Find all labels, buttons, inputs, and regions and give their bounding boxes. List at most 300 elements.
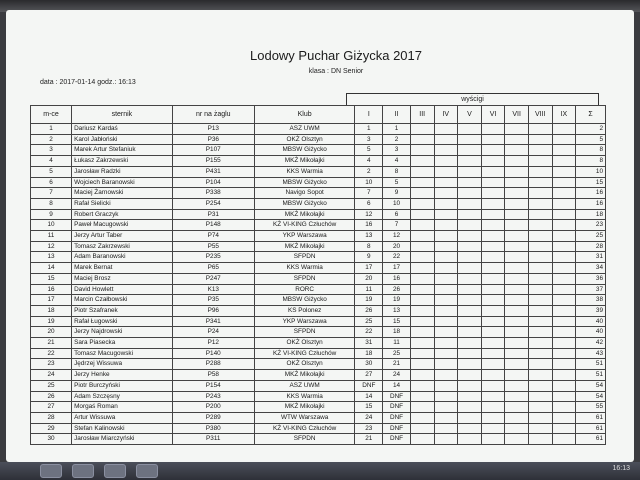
race-1-cell: 24 [355,412,383,423]
empty-race-cell [528,241,552,252]
race-1-cell: 17 [355,263,383,274]
race-1-cell: 14 [355,391,383,402]
place-cell: 10 [31,220,72,231]
empty-race-cell [505,370,529,381]
empty-race-cell [410,231,434,242]
place-cell: 19 [31,316,72,327]
race-2-cell: DNF [383,434,411,445]
place-cell: 30 [31,434,72,445]
race-2-cell: 24 [383,370,411,381]
empty-race-cell [552,166,576,177]
race-2-cell: DNF [383,391,411,402]
sail-number-cell: P311 [172,434,254,445]
empty-race-cell [410,434,434,445]
table-row [31,327,606,338]
empty-race-cell [434,327,458,338]
place-cell: 22 [31,348,72,359]
total-points-cell: 23 [576,220,606,231]
race-2-cell: 7 [383,220,411,231]
empty-race-cell [458,391,482,402]
sail-number-cell: P243 [172,391,254,402]
sail-number-cell: P65 [172,263,254,274]
empty-race-cell [552,316,576,327]
empty-race-cell [410,348,434,359]
sailor-name-cell: Łukasz Zakrzewski [72,156,173,167]
empty-race-cell [434,295,458,306]
empty-race-cell [528,316,552,327]
empty-race-cell [552,412,576,423]
race-2-cell: DNF [383,402,411,413]
start-button-icon[interactable] [40,464,62,478]
empty-race-cell [552,263,576,274]
empty-race-cell [552,348,576,359]
empty-race-cell [481,198,505,209]
sailor-name-cell: Marek Bernat [72,263,173,274]
total-points-cell: 16 [576,198,606,209]
sailor-name-cell: Jerzy Henke [72,370,173,381]
empty-race-cell [481,220,505,231]
club-cell: KS Polonez [254,305,355,316]
club-cell: YKP Warszawa [254,316,355,327]
total-points-cell: 43 [576,348,606,359]
total-points-cell: 54 [576,391,606,402]
table-header-row [31,106,606,124]
table-row [31,359,606,370]
column-header: m-ce [31,106,72,124]
place-cell: 7 [31,188,72,199]
race-1-cell: 23 [355,423,383,434]
empty-race-cell [481,402,505,413]
empty-race-cell [528,124,552,135]
place-cell: 11 [31,231,72,242]
empty-race-cell [410,209,434,220]
race-1-cell: 31 [355,338,383,349]
empty-race-cell [410,305,434,316]
column-header: Klub [254,106,355,124]
place-cell: 27 [31,402,72,413]
empty-race-cell [552,273,576,284]
empty-race-cell [410,391,434,402]
empty-race-cell [481,177,505,188]
empty-race-cell [528,134,552,145]
empty-race-cell [552,252,576,263]
empty-race-cell [458,209,482,220]
sailor-name-cell: Dariusz Kardaś [72,124,173,135]
table-row [31,124,606,135]
sailor-name-cell: Jarosław Miarczyński [72,434,173,445]
empty-race-cell [410,188,434,199]
sailor-name-cell: Jerzy Najdrowski [72,327,173,338]
place-cell: 18 [31,305,72,316]
column-header: V [458,106,482,124]
table-row [31,263,606,274]
club-cell: MKŻ Mikołajki [254,209,355,220]
empty-race-cell [528,295,552,306]
empty-race-cell [552,305,576,316]
race-1-cell: 26 [355,305,383,316]
table-row [31,241,606,252]
empty-race-cell [528,412,552,423]
sailor-name-cell: Robert Graczyk [72,209,173,220]
empty-race-cell [528,284,552,295]
club-cell: KŻ VI-KING Człuchów [254,348,355,359]
total-points-cell: 61 [576,434,606,445]
sail-number-cell: P58 [172,370,254,381]
sailor-name-cell: Morgaś Roman [72,402,173,413]
empty-race-cell [410,145,434,156]
empty-race-cell [410,359,434,370]
sail-number-cell: P288 [172,359,254,370]
total-points-cell: 16 [576,188,606,199]
club-cell: KKS Warmia [254,391,355,402]
empty-race-cell [552,434,576,445]
empty-race-cell [552,134,576,145]
empty-race-cell [528,327,552,338]
table-row [31,434,606,445]
empty-race-cell [434,252,458,263]
empty-race-cell [528,177,552,188]
empty-race-cell [552,327,576,338]
column-header: IX [552,106,576,124]
empty-race-cell [410,295,434,306]
results-table-wrap [30,93,606,445]
empty-race-cell [434,423,458,434]
empty-race-cell [458,156,482,167]
sailor-name-cell: Paweł Macugowski [72,220,173,231]
sailor-name-cell: Jędrzej Wissuwa [72,359,173,370]
table-row [31,188,606,199]
table-row [31,338,606,349]
club-cell: OKŻ Olsztyn [254,134,355,145]
empty-race-cell [505,220,529,231]
empty-race-cell [434,305,458,316]
sail-number-cell: P254 [172,198,254,209]
empty-race-cell [458,305,482,316]
table-row [31,402,606,413]
sailor-name-cell: Jarosław Radzki [72,166,173,177]
empty-race-cell [505,391,529,402]
race-2-cell: 3 [383,145,411,156]
club-cell: OKŻ Olsztyn [254,338,355,349]
empty-race-cell [528,145,552,156]
table-row [31,370,606,381]
empty-race-cell [528,220,552,231]
total-points-cell: 15 [576,177,606,188]
sailor-name-cell: Maciej Żarnowski [72,188,173,199]
place-cell: 23 [31,359,72,370]
empty-race-cell [410,338,434,349]
empty-race-cell [552,177,576,188]
race-1-cell: 9 [355,252,383,263]
column-header: IV [434,106,458,124]
empty-race-cell [410,316,434,327]
sailor-name-cell: Adam Szczęsny [72,391,173,402]
sail-number-cell: P13 [172,124,254,135]
empty-race-cell [481,241,505,252]
empty-race-cell [410,166,434,177]
empty-race-cell [552,370,576,381]
sailor-name-cell: Marek Artur Stefaniuk [72,145,173,156]
place-cell: 28 [31,412,72,423]
place-cell: 3 [31,145,72,156]
empty-race-cell [505,156,529,167]
empty-race-cell [552,284,576,295]
spreadsheet-app-icon[interactable] [136,464,158,478]
empty-race-cell [505,198,529,209]
empty-race-cell [505,252,529,263]
club-cell: KKS Warmia [254,263,355,274]
race-2-cell: 22 [383,252,411,263]
race-1-cell: DNF [355,380,383,391]
total-points-cell: 51 [576,359,606,370]
table-row [31,295,606,306]
table-row [31,273,606,284]
empty-race-cell [481,380,505,391]
table-row [31,231,606,242]
table-row [31,252,606,263]
empty-race-cell [458,145,482,156]
table-row [31,412,606,423]
race-1-cell: 7 [355,188,383,199]
club-cell: MBSW Giżycko [254,198,355,209]
table-row [31,348,606,359]
empty-race-cell [458,241,482,252]
sail-number-cell: P104 [172,177,254,188]
club-cell: Navigo Sopot [254,188,355,199]
empty-race-cell [458,220,482,231]
sailor-name-cell: Karol Jabłoński [72,134,173,145]
club-cell: SFPDN [254,273,355,284]
club-cell: MKŻ Mikołajki [254,241,355,252]
empty-race-cell [410,241,434,252]
empty-race-cell [458,370,482,381]
empty-race-cell [505,263,529,274]
empty-race-cell [481,423,505,434]
sail-number-cell: P36 [172,134,254,145]
empty-race-cell [434,370,458,381]
table-row [31,177,606,188]
empty-race-cell [458,284,482,295]
empty-race-cell [458,359,482,370]
total-points-cell: 25 [576,231,606,242]
empty-race-cell [505,434,529,445]
sail-number-cell: P155 [172,156,254,167]
empty-race-cell [505,423,529,434]
sail-number-cell: P31 [172,209,254,220]
column-header: nr na żaglu [172,106,254,124]
race-2-cell: 8 [383,166,411,177]
race-2-cell: 20 [383,241,411,252]
empty-race-cell [481,263,505,274]
empty-race-cell [505,402,529,413]
empty-race-cell [505,188,529,199]
empty-race-cell [434,124,458,135]
table-row [31,220,606,231]
race-1-cell: 12 [355,209,383,220]
place-cell: 17 [31,295,72,306]
sailor-name-cell: Rafał Sielicki [72,198,173,209]
club-cell: YKP Warszawa [254,231,355,242]
table-row [31,209,606,220]
total-points-cell: 10 [576,166,606,177]
empty-race-cell [410,327,434,338]
empty-race-cell [528,348,552,359]
table-row [31,380,606,391]
empty-race-cell [552,380,576,391]
empty-race-cell [528,263,552,274]
sailor-name-cell: David Howlett [72,284,173,295]
club-cell: KŻ VI-KING Człuchów [254,423,355,434]
empty-race-cell [552,156,576,167]
empty-race-cell [434,209,458,220]
empty-race-cell [434,188,458,199]
total-points-cell: 40 [576,316,606,327]
spreadsheet-screen [6,10,634,462]
place-cell: 5 [31,166,72,177]
place-cell: 20 [31,327,72,338]
sailor-name-cell: Piotr Szafranek [72,305,173,316]
sail-number-cell: P289 [172,412,254,423]
club-cell: MKŻ Mikołajki [254,156,355,167]
empty-race-cell [458,380,482,391]
empty-race-cell [528,391,552,402]
empty-race-cell [458,198,482,209]
sailor-name-cell: Tomasz Zakrzewski [72,241,173,252]
empty-race-cell [481,348,505,359]
empty-race-cell [481,316,505,327]
empty-race-cell [410,156,434,167]
empty-race-cell [552,124,576,135]
place-cell: 12 [31,241,72,252]
place-cell: 9 [31,209,72,220]
empty-race-cell [528,209,552,220]
place-cell: 29 [31,423,72,434]
table-row [31,423,606,434]
sailor-name-cell: Marcin Czałbowski [72,295,173,306]
empty-race-cell [410,124,434,135]
empty-race-cell [481,145,505,156]
empty-race-cell [505,327,529,338]
column-header: VII [505,106,529,124]
total-points-cell: 61 [576,423,606,434]
empty-race-cell [481,391,505,402]
column-header: VIII [528,106,552,124]
empty-race-cell [434,359,458,370]
sail-number-cell: P24 [172,327,254,338]
races-group-header: wyścigi [346,93,599,105]
empty-race-cell [552,241,576,252]
club-cell: ASZ UWM [254,124,355,135]
empty-race-cell [434,316,458,327]
race-2-cell: 19 [383,295,411,306]
browser-icon[interactable] [72,464,94,478]
sailor-name-cell: Adam Baranowski [72,252,173,263]
club-cell: SFPDN [254,252,355,263]
empty-race-cell [410,220,434,231]
race-2-cell: 13 [383,305,411,316]
folder-icon[interactable] [104,464,126,478]
empty-race-cell [434,241,458,252]
total-points-cell: 55 [576,402,606,413]
empty-race-cell [481,252,505,263]
race-2-cell: 2 [383,134,411,145]
race-2-cell: 11 [383,338,411,349]
sail-number-cell: P96 [172,305,254,316]
sailor-name-cell: Maciej Brosz [72,273,173,284]
empty-race-cell [481,209,505,220]
empty-race-cell [481,273,505,284]
sailor-name-cell: Tomasz Macugowski [72,348,173,359]
total-points-cell: 54 [576,380,606,391]
empty-race-cell [528,273,552,284]
sailor-name-cell: Sara Piasecka [72,338,173,349]
total-points-cell: 28 [576,241,606,252]
sailor-name-cell: Piotr Burczyński [72,380,173,391]
empty-race-cell [528,198,552,209]
empty-race-cell [552,391,576,402]
empty-race-cell [434,231,458,242]
empty-race-cell [505,124,529,135]
empty-race-cell [410,177,434,188]
empty-race-cell [458,166,482,177]
empty-race-cell [505,380,529,391]
empty-race-cell [552,359,576,370]
club-cell: RORC [254,284,355,295]
empty-race-cell [481,434,505,445]
empty-race-cell [505,145,529,156]
race-1-cell: 4 [355,156,383,167]
race-2-cell: DNF [383,412,411,423]
race-2-cell: DNF [383,423,411,434]
empty-race-cell [458,177,482,188]
empty-race-cell [552,338,576,349]
empty-race-cell [410,284,434,295]
race-1-cell: 20 [355,273,383,284]
club-cell: ASZ UWM [254,380,355,391]
empty-race-cell [410,423,434,434]
club-cell: SFPDN [254,434,355,445]
empty-race-cell [481,370,505,381]
total-points-cell: 8 [576,156,606,167]
column-header: II [383,106,411,124]
empty-race-cell [434,284,458,295]
race-2-cell: 18 [383,327,411,338]
race-1-cell: 25 [355,316,383,327]
place-cell: 13 [31,252,72,263]
sail-number-cell: P12 [172,338,254,349]
empty-race-cell [528,305,552,316]
empty-race-cell [410,273,434,284]
sailor-name-cell: Wojciech Baranowski [72,177,173,188]
table-row [31,305,606,316]
total-points-cell: 38 [576,295,606,306]
empty-race-cell [528,402,552,413]
empty-race-cell [552,402,576,413]
empty-race-cell [552,188,576,199]
sailor-name-cell: Stefan Kalinowski [72,423,173,434]
empty-race-cell [481,338,505,349]
place-cell: 14 [31,263,72,274]
empty-race-cell [458,263,482,274]
empty-race-cell [528,156,552,167]
empty-race-cell [410,134,434,145]
race-2-cell: 9 [383,188,411,199]
club-cell: KŻ VI-KING Człuchów [254,220,355,231]
race-2-cell: 25 [383,348,411,359]
total-points-cell: 39 [576,305,606,316]
total-points-cell: 8 [576,145,606,156]
empty-race-cell [434,263,458,274]
